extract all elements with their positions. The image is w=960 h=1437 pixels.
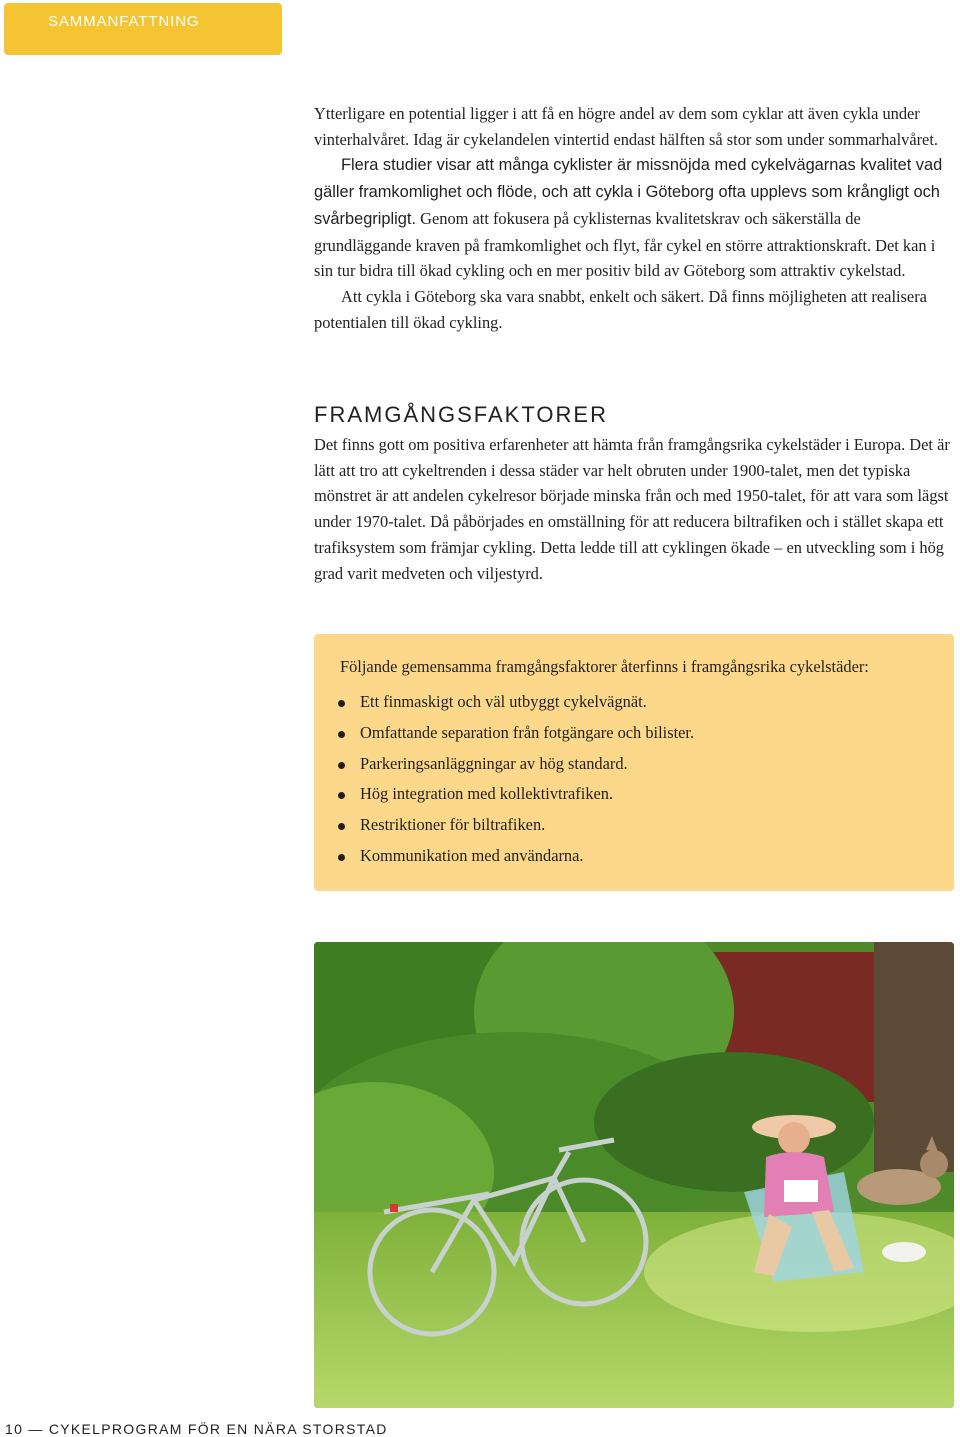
page-footer: 10 — CYKELPROGRAM FÖR EN NÄRA STORSTAD xyxy=(5,1421,388,1437)
section-label: SAMMANFATTNING xyxy=(48,13,200,30)
factor-list-item: Restriktioner för biltrafiken. xyxy=(336,815,694,846)
factor-list-item: Parkeringsanläggningar av hög standard. xyxy=(336,754,694,785)
tree-trunk xyxy=(874,942,954,1172)
section-tab xyxy=(4,3,282,55)
factor-list-item: Hög integration med kollektivtrafiken. xyxy=(336,784,694,815)
intro-paragraph-1: Ytterligare en potential ligger i att få en högre andel av dem som cyklar att även cykla under vinterhalvåret. Idag är cykelandelen vintertid endast hälften så stor som under sommarhalvåret. xyxy=(314,104,938,149)
garden-photo xyxy=(314,942,954,1408)
factor-box-intro: Följande gemensamma framgångsfaktorer återfinns i framgångsrika cykelstäder: xyxy=(340,657,869,676)
intro-text xyxy=(314,101,950,335)
intro-paragraph-2 xyxy=(314,152,950,284)
intro-paragraph-2-sans: Flera studier visar att många cyklister är missnöjda med cykelvägarnas kvalitet vad gäller framkomlighet och flöde, och att cykla i Göteborg ofta upplevs som krångligt och svårbegripligt. xyxy=(314,156,943,228)
framgang-text xyxy=(314,432,950,586)
factor-list-item: Ett finmaskigt och väl utbyggt cykelvägnät. xyxy=(336,692,694,723)
success-factors-box xyxy=(314,634,954,891)
factor-list xyxy=(336,692,694,877)
factor-list-item: Omfattande separation från fotgängare och bilister. xyxy=(336,723,694,754)
framgang-paragraph: Det finns gott om positiva erfarenheter att hämta från framgångsrika cykelstäder i Europa. Det är lätt att tro att cykeltrenden i dessa städer var helt obruten under 1900-talet, men det typiska mönstret är att andelen cykelresor började minska från och med 1950-talet, för att vara som lägst under 1970-talet. Då påbörjades en omställning för att reducera biltrafiken och i stället skapa ett trafiksystem som främjar cykling. Detta ledde till att cyklingen ökade – en utveckling som i hög grad varit medveten och viljestyrd. xyxy=(314,435,950,583)
intro-paragraph-2-serif: Genom att fokusera på cyklisternas kvalitetskrav och säkerställa de grundläggande kraven på framkomlighet och flyt, får cykel en större attraktionskraft. Det kan i sin tur bidra till ökad cykling och en mer positiv bild av Göteborg som attraktiv cykelstad. xyxy=(314,208,936,281)
factor-list-item: Kommunikation med användarna. xyxy=(336,846,694,877)
garden-illustration xyxy=(314,942,954,1408)
framgang-heading: FRAMGÅNGSFAKTORER xyxy=(314,402,608,427)
intro-paragraph-3: Att cykla i Göteborg ska vara snabbt, enkelt och säkert. Då finns möjligheten att realisera potentialen till ökad cykling. xyxy=(314,286,927,332)
bicycle-reflector xyxy=(390,1204,398,1212)
